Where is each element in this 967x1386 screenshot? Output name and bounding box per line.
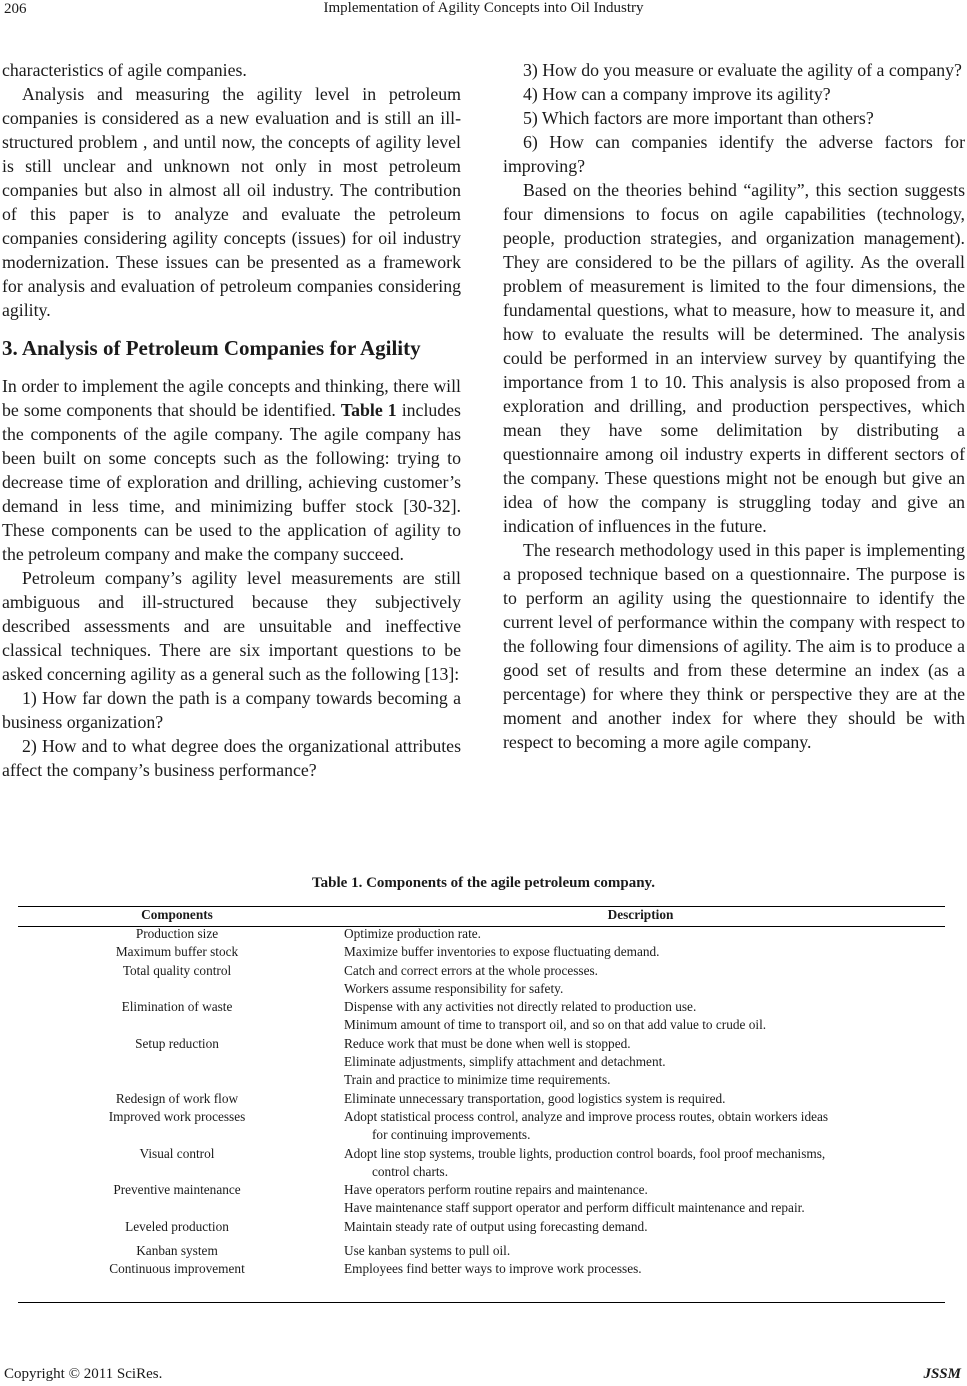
component-cell: Leveled production [125,1218,229,1234]
description-cell [336,1260,945,1278]
table-row [18,1108,945,1145]
description-line: Workers assume responsibility for safety. [344,980,564,996]
description-cell [336,962,945,999]
description-cell [336,943,945,961]
component-cell: Production size [135,926,219,941]
description-cell [336,998,945,1035]
description-line: for continuing improvements. [372,1127,531,1143]
description-line: Dispense with any activities not directly related to production use. [344,999,697,1015]
question-item: 4) How can a company improve its agility? [523,84,831,104]
component-cell: Improved work processes [108,1108,246,1124]
question-item: 6) How can companies identify the adverse factors for improving? [503,132,965,176]
right-column [503,58,965,754]
page-number: 206 [4,1,27,17]
component-cell: Kanban system [136,1243,218,1259]
table-row [18,1181,945,1218]
table-body [18,925,945,1279]
table-bottom-rule [18,1302,945,1303]
description-line: Employees find better ways to improve work processes. [344,1261,642,1277]
description-line: Adopt line stop systems, trouble lights, production control boards, fool proof mechanisms, [344,1145,826,1161]
paragraph: Petroleum company’s agility level measurements are still ambiguous and ill-structured because they subjectively described assessments and are unsuitable and ineffective classical techniques. There are six important questions to be asked concerning agility as a general such as the following [13]: [2,568,461,684]
paragraph: Based on the theories behind “agility”, this section suggests four dimensions to focus on agile capabilities (technology, people, production strategies, and organization management). They are considered to be the pillars of agility. As the overall problem of measurement is limited to the four dimensions, the fundamental questions, what to measure, how to measure it, and how to evaluate the results will be determined. The analysis could be performed in an interview survey by quantifying the importance from 1 to 10. This analysis is also proposed from a exploration and drilling, and production perspectives, which mean they have some delimitation by distributing a questionnaire among oil industry experts in different sectors of the company. These questions might not be enough but give an idea of how the company is struggling today and give an indication of influences in the future. [503,180,965,536]
description-line: Reduce work that must be done when well is stopped. [344,1035,631,1051]
description-line: Minimum amount of time to transport oil, and so on that add value to crude oil. [344,1017,767,1033]
description-line: Eliminate unnecessary transportation, good logistics system is required. [344,1090,726,1106]
description-cell [336,1090,945,1108]
column-header-description: Description [607,907,674,922]
question-item: 1) How far down the path is a company towards becoming a business organization? [2,688,461,732]
description-line: Use kanban systems to pull oil. [344,1243,511,1259]
table-row [18,1145,945,1182]
description-line: Train and practice to minimize time requirements. [344,1072,611,1088]
description-cell [336,1242,945,1260]
section-heading: 3. Analysis of Petroleum Companies for Agility [2,336,421,360]
component-cell: Maximum buffer stock [115,944,239,960]
description-line: Have operators perform routine repairs and maintenance. [344,1182,648,1198]
description-cell [336,1145,945,1182]
table-row [18,1218,945,1236]
description-line: Have maintenance staff support operator and perform difficult maintenance and repair. [344,1200,805,1216]
table-row [18,1035,945,1090]
table-row [18,962,945,999]
table-reference: Table 1 [340,400,397,420]
component-cell: Continuous improvement [109,1261,245,1277]
question-item: 5) Which factors are more important than others? [523,108,874,128]
copyright: Copyright © 2011 SciRes. [4,1366,163,1382]
component-cell: Total quality control [122,962,232,978]
question-item: 3) How do you measure or evaluate the agility of a company? [523,60,962,80]
table-row [18,1090,945,1108]
description-cell [336,925,945,943]
description-line: Adopt statistical process control, analyze and improve process routes, obtain workers ideas [344,1108,829,1124]
table-row [18,998,945,1035]
component-cell: Redesign of work flow [115,1090,239,1106]
table-caption: Table 1. Components of the agile petroleum company. [312,875,655,891]
description-line: control charts. [372,1163,449,1179]
paragraph: characteristics of agile companies. [2,60,247,80]
description-cell [336,1181,945,1218]
question-item: 2) How and to what degree does the organizational attributes affect the company’s business performance? [2,736,461,780]
description-line: Eliminate adjustments, simplify attachment and detachment. [344,1054,666,1070]
paragraph: In order to implement the agile concepts and thinking, there will be some components that should be identified. Table 1 includes the components of the agile company. The agile company has been built on some concepts such as the following: trying to decrease time of exploration and drilling, achieving customer’s demand in less time, and minimizing buffer stock [30-32]. These components can be used to the application of agility to the petroleum company and make the company succeed. [2,376,461,564]
running-title: Implementation of Agility Concepts into Oil Industry [323,0,644,16]
page-header [0,0,967,24]
components-table [18,906,945,1279]
table-row [18,943,945,961]
table-row [18,1260,945,1278]
description-cell [336,1035,945,1090]
component-cell: Setup reduction [135,1035,219,1051]
component-cell: Preventive maintenance [113,1182,241,1198]
description-cell [336,1218,945,1236]
table-header [18,906,945,925]
description-line: Maximize buffer inventories to expose fluctuating demand. [344,944,660,960]
paragraph: Analysis and measuring the agility level in petroleum companies is considered as a new evaluation and is still an ill-structured problem , and until now, the concepts of agility level is still unclear and unknown not only in most petroleum companies but also in almost all oil industry. The contribution of this paper is to analyze and evaluate the petroleum companies considering agility concepts (issues) for oil industry modernization. These issues can be presented as a framework for analysis and evaluation of petroleum companies considering agility. [2,84,461,320]
left-column [2,58,461,782]
table-row [18,925,945,943]
description-line: Catch and correct errors at the whole processes. [344,962,599,978]
description-cell [336,1108,945,1145]
component-cell: Elimination of waste [121,999,233,1015]
description-line: Maintain steady rate of output using forecasting demand. [344,1218,648,1234]
journal-name: JSSM [923,1366,961,1382]
column-header-components: Components [141,907,213,922]
table-row [18,1242,945,1260]
component-cell: Visual control [139,1145,215,1161]
description-line: Optimize production rate. [344,926,481,941]
paragraph: The research methodology used in this paper is implementing a proposed technique based on a questionnaire. The purpose is to perform an agility using the questionnaire to identify the current level of performance within the company with respect to the following four dimensions of agility. The aim is to produce a good set of results and from these determine an index (as a percentage) for where they think or perspective they are at the moment and another index for where they should be with respect to becoming a more agile company. [503,540,965,752]
